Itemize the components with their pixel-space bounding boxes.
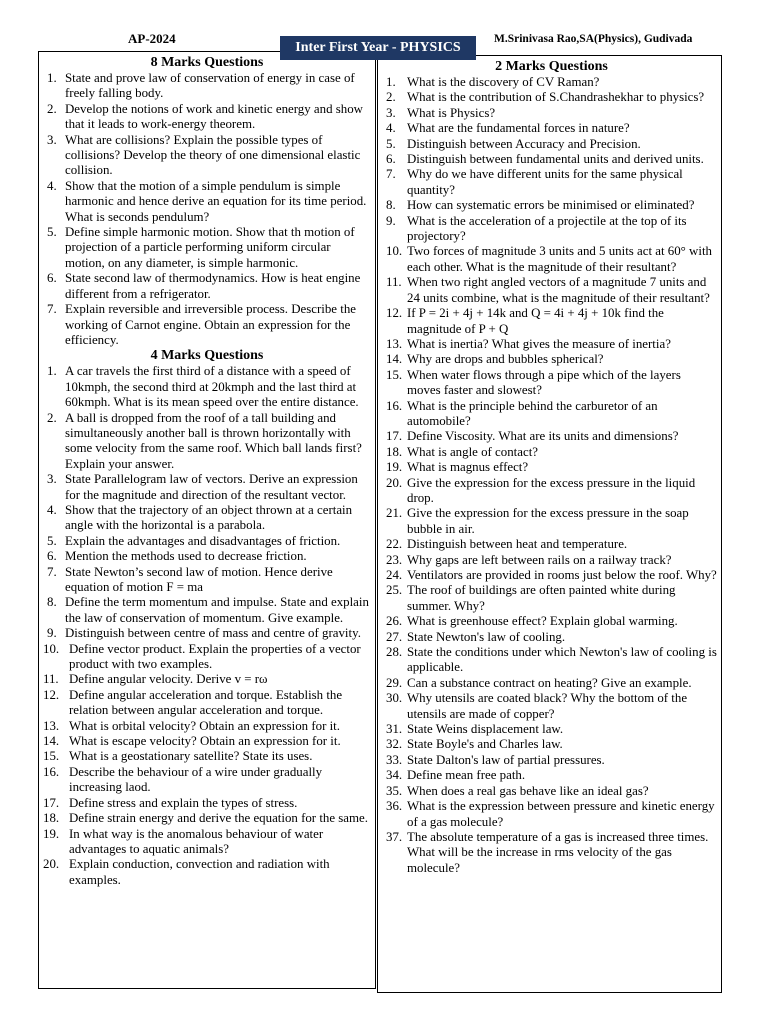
question-text: Define simple harmonic motion. Show that th motion of projection of a particle performing uniform circular motion, on any diameter, is simple harmonic.: [65, 225, 355, 270]
question-text: In what way is the anomalous behaviour of water advantages to aquatic animals?: [69, 826, 324, 856]
section-heading-4-marks: 4 Marks Questions: [150, 348, 264, 364]
question-item: [43, 626, 371, 641]
question-item: [386, 691, 717, 722]
question-text: Define angular velocity. Derive v = rω: [69, 672, 268, 687]
question-item: [386, 445, 717, 460]
question-number: 11.: [43, 672, 59, 687]
question-number: 24.: [386, 568, 403, 582]
question-text: Explain reversible and irreversible process. Describe the working of Carnot engine. Obtain an expression for the efficiency.: [65, 302, 356, 347]
question-item: [386, 768, 717, 783]
question-item: [386, 275, 717, 306]
question-item: [43, 133, 371, 179]
question-number: 9.: [386, 213, 396, 228]
question-item: [43, 534, 371, 549]
question-text: What is angle of contact?: [407, 444, 538, 459]
author-credit: M.Srinivasa Rao,SA(Physics), Gudivada: [494, 33, 693, 45]
question-number: 8.: [47, 595, 57, 610]
question-text: Two forces of magnitude 3 units and 5 units act at 60° with each other. What is the magnitude of their resultant?: [407, 244, 712, 274]
question-item: [43, 642, 371, 673]
question-text: State second law of thermodynamics. How is heat engine different from a refrigerator.: [65, 271, 361, 301]
page-title: Inter First Year - PHYSICS: [280, 36, 476, 60]
question-number: 19.: [386, 460, 403, 475]
question-number: 33.: [386, 752, 403, 767]
question-number: 7.: [386, 167, 396, 182]
question-text: Can a substance contract on heating? Give an example.: [407, 675, 692, 690]
question-text: Why gaps are left between rails on a railway track?: [407, 552, 672, 567]
question-text: Distinguish between heat and temperature.: [407, 537, 628, 552]
question-number: 21.: [386, 506, 403, 521]
question-item: [43, 364, 371, 410]
question-number: 30.: [386, 691, 403, 706]
question-item: [386, 583, 717, 614]
question-text: The roof of buildings are often painted white during summer. Why?: [407, 583, 676, 613]
question-item: [43, 765, 371, 796]
question-item: [386, 568, 717, 583]
question-number: 29.: [386, 675, 403, 690]
question-item: [386, 722, 717, 737]
question-number: 2.: [47, 101, 57, 116]
question-number: 4.: [47, 178, 57, 193]
question-text: What is magnus effect?: [407, 460, 529, 475]
question-text: What is the principle behind the carburetor of an automobile?: [407, 398, 658, 428]
question-item: [43, 411, 371, 473]
question-text: Give the expression for the excess pressure in the soap bubble in air.: [407, 506, 689, 536]
question-text: Define strain energy and derive the equation for the same.: [69, 811, 368, 826]
question-text: Develop the notions of work and kinetic energy and show that it leads to work-energy theorem.: [65, 101, 363, 132]
question-item: [386, 476, 717, 507]
question-item: [43, 302, 371, 348]
question-number: 20.: [386, 475, 403, 490]
question-text: Define vector product. Explain the properties of a vector product with two examples.: [69, 641, 361, 672]
question-number: 18.: [43, 811, 60, 826]
question-item: [386, 352, 717, 367]
question-list-2-marks: [386, 75, 717, 876]
question-text: Distinguish between fundamental units and derived units.: [407, 152, 704, 167]
question-number: 31.: [386, 722, 403, 737]
question-number: 26.: [386, 614, 403, 629]
question-item: [43, 225, 371, 271]
question-item: [43, 179, 371, 225]
question-item: [386, 198, 717, 213]
question-text: Give the expression for the excess pressure in the liquid drop.: [407, 475, 696, 505]
question-number: 4.: [47, 502, 57, 517]
question-text: What is the expression between pressure and kinetic energy of a gas molecule?: [407, 799, 715, 829]
question-item: [386, 506, 717, 537]
question-item: [43, 71, 371, 102]
question-text: Mention the methods used to decrease friction.: [65, 549, 307, 564]
question-number: 37.: [386, 829, 403, 844]
question-text: Explain conduction, convection and radiation with examples.: [69, 857, 330, 887]
question-text: What is greenhouse effect? Explain global warming.: [407, 614, 678, 629]
question-text: What is the contribution of S.Chandrashekhar to physics?: [407, 90, 705, 105]
question-number: 3.: [47, 472, 57, 487]
question-number: 6.: [47, 271, 57, 286]
question-text: Show that the motion of a simple pendulum is simple harmonic and hence derive an equation for its time period. What is seconds pendulum?: [65, 178, 367, 224]
question-text: A car travels the first third of a distance with a speed of 10kmph, the second third at 20kmph and the last third at 60kmph. What is its mean speed over the entire distance.: [65, 364, 359, 410]
question-item: [386, 784, 717, 799]
question-text: State Weins displacement law.: [407, 722, 564, 737]
question-text: Define angular acceleration and torque. Establish the relation between angular acceleration and torque.: [69, 687, 343, 718]
question-item: [386, 614, 717, 629]
question-text: State Newton’s second law of motion. Hence derive equation of motion F = ma: [65, 564, 333, 594]
question-number: 1.: [47, 71, 57, 85]
question-number: 19.: [43, 826, 60, 841]
question-text: When water flows through a pipe which of the layers moves faster and slowest?: [407, 367, 681, 398]
question-item: [386, 167, 717, 198]
question-item: [43, 749, 371, 764]
question-number: 23.: [386, 552, 403, 567]
question-text: Ventilators are provided in rooms just below the roof. Why?: [407, 568, 717, 582]
question-text: Describe the behaviour of a wire under gradually increasing laod.: [69, 764, 323, 795]
question-list-8-marks: [43, 71, 371, 348]
question-number: 2.: [47, 410, 57, 425]
section-heading-2-marks: 2 Marks Questions: [495, 59, 608, 74]
question-text: Define the term momentum and impulse. State and explain the law of conservation of momentum. Give example.: [65, 595, 369, 625]
question-text: What is Physics?: [407, 105, 496, 120]
question-item: [43, 503, 371, 534]
question-item: [386, 306, 717, 337]
question-text: What is the acceleration of a projectile at the top of its projectory?: [407, 213, 687, 244]
question-item: [43, 565, 371, 596]
question-number: 17.: [386, 429, 403, 444]
question-item: [43, 688, 371, 719]
question-item: [386, 537, 717, 552]
question-list-4-marks: [43, 364, 371, 888]
question-item: [43, 719, 371, 734]
question-text: What is escape velocity? Obtain an expression for it.: [69, 734, 341, 749]
question-text: What is orbital velocity? Obtain an expression for it.: [69, 718, 340, 733]
question-text: Why are drops and bubbles spherical?: [407, 352, 604, 367]
question-item: [386, 121, 717, 136]
question-text: What is inertia? What gives the measure of inertia?: [407, 336, 671, 351]
question-number: 9.: [47, 626, 57, 641]
question-item: [386, 676, 717, 691]
question-number: 4.: [386, 121, 396, 136]
question-number: 14.: [43, 734, 60, 749]
question-number: 27.: [386, 629, 403, 644]
question-number: 10.: [43, 641, 60, 656]
question-item: [43, 672, 371, 687]
question-item: [386, 737, 717, 752]
question-text: When does a real gas behave like an ideal gas?: [407, 783, 649, 798]
question-number: 10.: [386, 244, 403, 259]
question-number: 25.: [386, 583, 403, 598]
question-item: [386, 75, 717, 90]
question-text: When two right angled vectors of a magnitude 7 units and 24 units combine, what is the magnitude of their resultant?: [407, 275, 710, 305]
question-item: [386, 137, 717, 152]
question-number: 15.: [386, 367, 403, 382]
question-item: [43, 857, 371, 888]
question-item: [386, 399, 717, 430]
question-number: 36.: [386, 799, 403, 814]
question-text: Define mean free path.: [407, 768, 526, 783]
question-number: 5.: [386, 136, 396, 151]
question-item: [386, 90, 717, 105]
question-item: [43, 811, 371, 826]
question-item: [386, 214, 717, 245]
question-item: [386, 553, 717, 568]
question-item: [386, 799, 717, 830]
question-text: If P = 2i + 4j + 14k and Q = 4i + 4j + 10k find the magnitude of P + Q: [407, 306, 664, 336]
question-number: 1.: [386, 75, 396, 89]
question-text: Define Viscosity. What are its units and dimensions?: [407, 429, 679, 444]
left-column: [38, 51, 376, 989]
question-text: Distinguish between Accuracy and Precision.: [407, 136, 641, 151]
question-number: 15.: [43, 749, 60, 764]
question-item: [43, 472, 371, 503]
question-number: 17.: [43, 795, 60, 810]
question-item: [43, 734, 371, 749]
question-item: [386, 152, 717, 167]
question-number: 5.: [47, 533, 57, 548]
question-text: Explain the advantages and disadvantages of friction.: [65, 533, 341, 548]
question-number: 16.: [386, 398, 403, 413]
question-item: [386, 429, 717, 444]
question-item: [386, 460, 717, 475]
question-number: 12.: [43, 687, 60, 702]
question-text: State Newton's law of cooling.: [407, 629, 566, 644]
question-text: What is a geostationary satellite? State its uses.: [69, 749, 313, 764]
question-number: 20.: [43, 857, 60, 872]
question-number: 3.: [47, 132, 57, 147]
question-item: [386, 753, 717, 768]
question-number: 35.: [386, 783, 403, 798]
question-item: [43, 796, 371, 811]
question-text: State the conditions under which Newton's law of cooling is applicable.: [407, 645, 717, 675]
question-number: 16.: [43, 764, 60, 779]
question-number: 22.: [386, 537, 403, 552]
question-text: How can systematic errors be minimised or eliminated?: [407, 198, 695, 213]
question-text: Distinguish between centre of mass and centre of gravity.: [65, 626, 361, 641]
question-text: A ball is dropped from the roof of a tall building and simultaneously another ball is thrown horizontally with some velocity from the same roof. Which ball lands first? Explain your answer.: [65, 410, 362, 471]
question-item: [43, 549, 371, 564]
question-text: What are collisions? Explain the possible types of collisions? Develop the theory of one dimensional elastic collision.: [65, 132, 361, 178]
question-item: [386, 106, 717, 121]
question-number: 14.: [386, 352, 403, 367]
question-text: State Boyle's and Charles law.: [407, 737, 563, 752]
right-column: [377, 55, 722, 993]
question-number: 13.: [43, 718, 60, 733]
question-text: What is the discovery of CV Raman?: [407, 75, 600, 89]
question-number: 1.: [47, 364, 57, 379]
question-item: [43, 102, 371, 133]
question-text: Why do we have different units for the same physical quantity?: [407, 167, 683, 197]
question-item: [386, 630, 717, 645]
question-number: 8.: [386, 198, 396, 213]
question-item: [386, 244, 717, 275]
question-text: The absolute temperature of a gas is increased three times. What will be the increase in rms velocity of the gas molecule?: [407, 829, 709, 875]
question-item: [386, 645, 717, 676]
header-code: AP-2024: [128, 31, 176, 46]
question-text: What are the fundamental forces in nature?: [407, 121, 630, 136]
question-item: [386, 337, 717, 352]
question-number: 6.: [47, 549, 57, 564]
question-number: 6.: [386, 152, 396, 167]
section-heading-8-marks: 8 Marks Questions: [150, 55, 264, 70]
question-number: 3.: [386, 105, 396, 120]
question-item: [386, 830, 717, 876]
question-number: 34.: [386, 768, 403, 783]
question-number: 12.: [386, 306, 403, 321]
question-text: Show that the trajectory of an object thrown at a certain angle with the horizontal is a parabola.: [65, 502, 353, 533]
question-number: 11.: [386, 275, 402, 290]
question-number: 7.: [47, 302, 57, 317]
question-item: [43, 827, 371, 858]
question-text: State Parallelogram law of vectors. Derive an expression for the magnitude and direction of the resultant vector.: [65, 472, 358, 502]
question-item: [43, 595, 371, 626]
question-number: 28.: [386, 645, 403, 660]
question-number: 7.: [47, 564, 57, 579]
question-text: State and prove law of conservation of energy in case of freely falling body.: [65, 71, 355, 101]
question-number: 13.: [386, 336, 403, 351]
question-text: Define stress and explain the types of stress.: [69, 795, 298, 810]
question-number: 18.: [386, 444, 403, 459]
question-item: [43, 271, 371, 302]
question-number: 32.: [386, 737, 403, 752]
question-number: 2.: [386, 90, 396, 105]
question-text: Why utensils are coated black? Why the bottom of the utensils are made of copper?: [407, 691, 688, 721]
question-number: 5.: [47, 225, 57, 240]
question-text: State Dalton's law of partial pressures.: [407, 752, 605, 767]
question-item: [386, 368, 717, 399]
